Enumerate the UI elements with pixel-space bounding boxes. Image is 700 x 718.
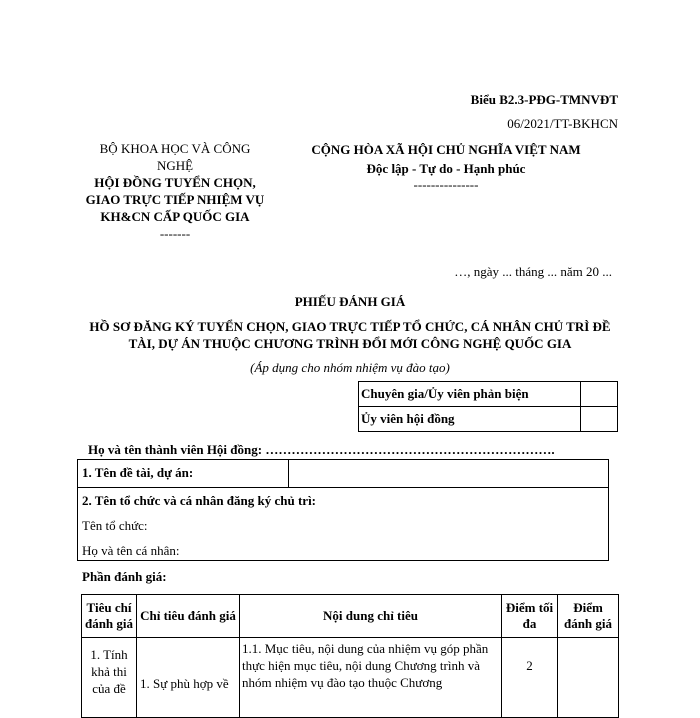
right-divider: ---------------	[413, 177, 479, 192]
header-indicator: Chỉ tiêu đánh giá	[137, 595, 240, 638]
org-name-label[interactable]: Tên tổ chức:	[82, 518, 148, 533]
role-option-reviewer: Chuyên gia/Ủy viên phản biện	[359, 382, 581, 407]
indicator-cell: 1. Sự phù hợp về	[137, 638, 240, 718]
header-max-score: Điểm tối đa	[502, 595, 558, 638]
role-checkbox-reviewer[interactable]	[581, 382, 618, 407]
date-line: …, ngày ... tháng ... năm 20 ...	[454, 264, 612, 279]
country-name: CỘNG HÒA XÃ HỘI CHỦ NGHĨA VIỆT NAM	[311, 142, 581, 157]
max-score-cell: 2	[502, 638, 558, 718]
project-name-field[interactable]	[290, 460, 608, 487]
form-code: Biểu B2.3-PĐG-TMNVĐT	[470, 92, 618, 107]
member-name-line[interactable]: Họ và tên thành viên Hội đồng: ………………………………………………………….	[88, 442, 555, 457]
applies-to-note: (Áp dụng cho nhóm nhiệm vụ đào tạo)	[250, 360, 450, 375]
role-table	[358, 381, 618, 432]
left-divider: -------	[159, 226, 191, 241]
role-option-member: Ủy viên hội đồng	[359, 407, 581, 432]
evaluation-table	[81, 594, 619, 718]
council-name: HỘI ĐỒNG TUYỂN CHỌN, GIAO TRỰC TIẾP NHIỆM VỤ KH&CN CẤP QUỐC GIA	[85, 175, 265, 224]
circular-number: 06/2021/TT-BKHCN	[507, 116, 618, 131]
header-score: Điểm đánh giá	[558, 595, 619, 638]
content-cell: 1.1. Mục tiêu, nội dung của nhiệm vụ góp phần thực hiện mục tiêu, nội dung Chương trình và nhóm nhiệm vụ đào tạo thuộc Chương	[240, 638, 502, 718]
org-section-label: 2. Tên tổ chức và cá nhân đăng ký chủ trì:	[82, 493, 317, 508]
role-checkbox-member[interactable]	[581, 407, 618, 432]
header-criterion: Tiêu chí đánh giá	[82, 595, 137, 638]
header-content: Nội dung chỉ tiêu	[240, 595, 502, 638]
score-input-cell[interactable]	[558, 638, 619, 718]
table-row	[82, 638, 619, 718]
evaluation-label: Phần đánh giá:	[82, 569, 167, 584]
left-header	[80, 140, 270, 242]
project-name-divider	[288, 460, 289, 487]
person-name-label[interactable]: Họ và tên cá nhân:	[82, 543, 180, 558]
project-name-row	[78, 460, 608, 488]
form-subtitle: HỒ SƠ ĐĂNG KÝ TUYỂN CHỌN, GIAO TRỰC TIẾP TỔ CHỨC, CÁ NHÂN CHỦ TRÌ ĐỀ TÀI, DỰ ÁN THUỘC CHƯƠNG TRÌNH ĐỔI MỚI CÔNG NGHỆ QUỐC GIA	[89, 319, 611, 351]
form-title: PHIẾU ĐÁNH GIÁ	[294, 294, 406, 309]
ministry-name: BỘ KHOA HỌC VÀ CÔNG NGHỆ	[99, 141, 251, 173]
evaluation-header-row	[82, 595, 619, 638]
motto: Độc lập - Tự do - Hạnh phúc	[366, 161, 526, 176]
project-name-label: 1. Tên đề tài, dự án:	[82, 465, 194, 480]
criterion-cell: 1. Tính khả thi của đề	[82, 638, 137, 718]
right-header	[286, 140, 606, 192]
info-box	[77, 459, 609, 561]
